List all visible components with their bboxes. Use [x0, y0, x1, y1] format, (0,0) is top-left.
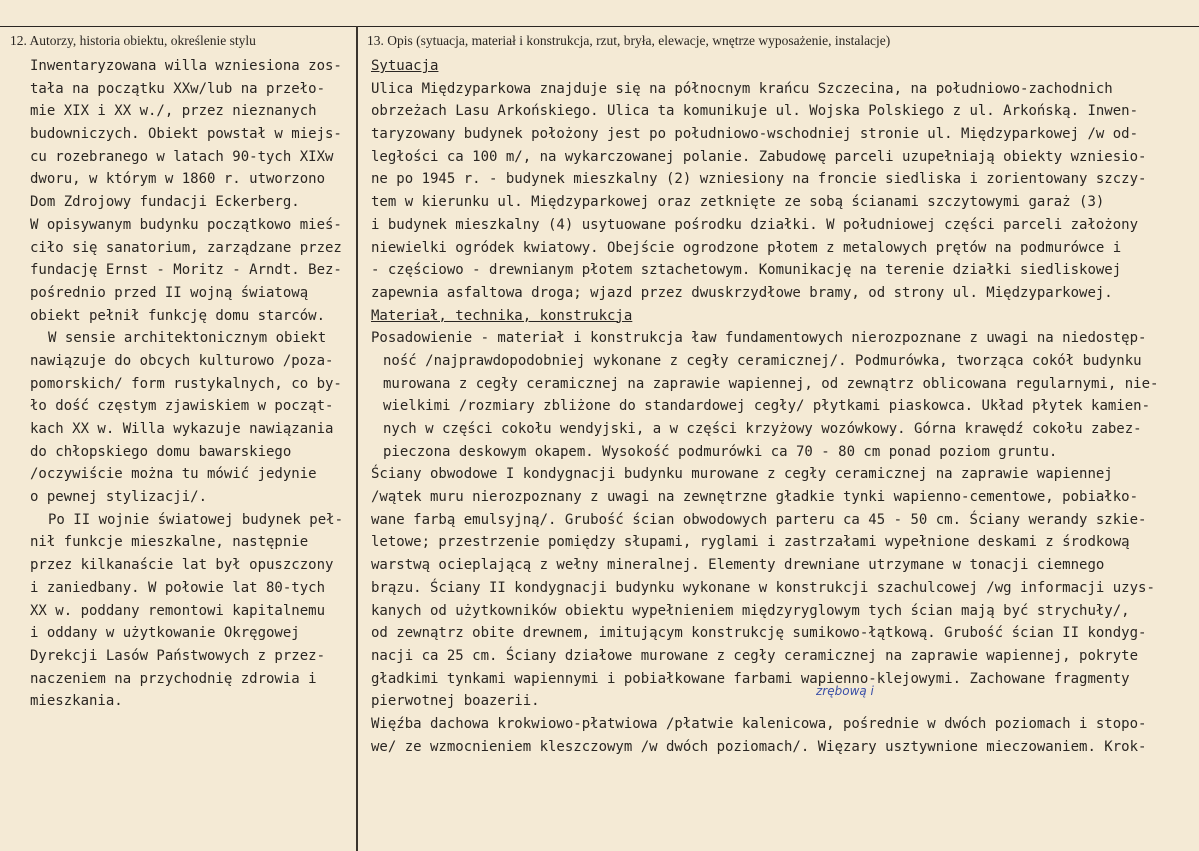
text-line: Ściany obwodowe I kondygnacji budynku murowane z cegły ceramicznej na zaprawie wapiennej	[371, 466, 1113, 483]
text-line: Dom Zdrojowy fundacji Eckerberg.	[30, 194, 300, 211]
text-line: o pewnej stylizacji/.	[30, 489, 208, 506]
text-line: Więźba dachowa krokwiowo-płatwiowa /płatwie kalenicowa, pośrednie w dwóch poziomach i stopo-	[371, 715, 1147, 732]
section-13-header: 13. Opis (sytuacja, materiał i konstrukcja, rzut, bryła, elewacje, wnętrze wyposażenie, instalacje)	[367, 33, 891, 48]
text-line: obiekt pełnił funkcję domu starców.	[30, 307, 326, 324]
text-line: Dyrekcji Lasów Państwowych z przez-	[30, 647, 326, 664]
text-line: i oddany w użytkowanie Okręgowej	[30, 625, 300, 642]
text-line: XX w. poddany remontowi kapitalnemu	[30, 602, 326, 619]
text-line: przez kilkanaście lat był opuszczony	[30, 557, 334, 574]
text-line: tem w kierunku ul. Międzyparkowej oraz zetknięte ze sobą ścianami szczytowymi garaż (3)	[371, 194, 1105, 211]
text-line: dworu, w którym w 1860 r. utworzono	[30, 171, 326, 188]
text-line: nacji ca 25 cm. Ściany działowe murowane z cegły ceramicznej na zaprawie wapiennej, pokryte	[371, 647, 1139, 664]
history-text	[30, 55, 352, 713]
text-line: murowana z cegły ceramicznej na zaprawie wapiennej, od zewnątrz oblicowana regularnymi, nie-	[383, 375, 1159, 392]
text-line: /oczywiście można tu mówić jedynie	[30, 466, 317, 483]
text-line: warstwą ocieplającą z wełny mineralnej. Elementy drewniane utrzymane w tonacji ciemnego	[371, 557, 1105, 574]
text-line: gładkimi tynkami wapiennymi i pobiałkowane farbami wapienno-klejowymi. Zachowane fragmenty	[371, 670, 1130, 687]
text-line: nawiązuje do obcych kulturowo /poza-	[30, 352, 334, 369]
text-line: W sensie architektonicznym obiekt	[48, 330, 327, 347]
text-line: pośrednio przed II wojną światową	[30, 284, 309, 301]
text-line: nych w części cokołu wendyjski, a w części krzyżowy wozówkowy. Górna krawędź cokołu zabez-	[383, 421, 1142, 437]
text-line: ne po 1945 r. - budynek mieszkalny (2) wzniesiony na froncie siedliska i zorientowany szczy-	[371, 171, 1147, 188]
subheading-situation: Sytuacja	[371, 58, 439, 74]
text-line: i budynek mieszkalny (4) usytuowane pośrodku działki. W południowej części parceli założony	[371, 216, 1139, 233]
text-line: naczeniem na przychodnię zdrowia i	[30, 670, 317, 687]
text-line: /wątek muru nierozpoznany z uwagi na zewnętrzne gładkie tynki wapienno-cementowe, pobiałko-	[371, 489, 1139, 506]
text-line: wielkimi /rozmiary zbliżone do standardowej cegły/ płytkami piaskowca. Układ płytek kamien-	[383, 398, 1151, 415]
text-line: ność /najprawdopodobniej wykonane z cegły ceramicznej/. Podmurówka, tworząca cokół budynku	[383, 352, 1142, 369]
text-line: pieczona deskowym okapem. Wysokość podmurówki ca 70 - 80 cm ponad poziom gruntu.	[383, 443, 1058, 460]
text-line: i zaniedbany. W połowie lat 80-tych	[30, 579, 326, 596]
top-rule	[0, 26, 1199, 27]
text-line: W opisywanym budynku początkowo mieś-	[30, 216, 342, 233]
text-line: kach XX w. Willa wykazuje nawiązania	[30, 421, 334, 437]
text-line: Posadowienie - materiał i konstrukcja ław fundamentowych nierozpoznane z uwagi na niedostęp-	[371, 330, 1147, 347]
text-line: Po II wojnie światowej budynek peł-	[48, 511, 344, 528]
section-12-header: 12. Autorzy, historia obiektu, określenie stylu	[10, 33, 256, 48]
text-line: mie XIX i XX w./, przez nieznanych	[30, 103, 317, 120]
text-line: Ulica Międzyparkowa znajduje się na północnym krańcu Szczecina, na południowo-zachodnich	[371, 80, 1113, 97]
text-line: od zewnątrz obite drewnem, imitującym konstrukcję sumikowo-łątkową. Grubość ścian II kondyg-	[371, 625, 1147, 642]
text-line: kanych od użytkowników obiektu wypełnieniem międzyryglowym tych ścian mają być strychuły/,	[371, 602, 1130, 619]
text-line: fundację Ernst - Moritz - Arndt. Bez-	[30, 262, 342, 279]
text-line: nił funkcje mieszkalne, następnie	[30, 534, 309, 551]
text-line: cu rozebranego w latach 90-tych XIXw	[30, 148, 334, 165]
text-line: brązu. Ściany II kondygnacji budynku wykonane w konstrukcji szachulcowej /wg informacji uzys-	[371, 579, 1155, 596]
text-line: - częściowo - drewnianym płotem sztachetowym. Komunikację na terenie działki siedliskowej	[371, 262, 1122, 279]
text-line: ległości ca 100 m/, na wykarczowanej polanie. Zabudowę parceli uzupełniają obiekty wzniesio-	[371, 148, 1147, 165]
text-line: do chłopskiego domu bawarskiego	[30, 443, 292, 460]
text-line: wane farbą emulsyjną/. Grubość ścian obwodowych parteru ca 45 - 50 cm. Ściany werandy szkie-	[371, 511, 1147, 528]
text-line: budowniczych. Obiekt powstał w miejs-	[30, 126, 342, 143]
text-line: tała na początku XXw/lub na przeło-	[30, 80, 326, 97]
handwritten-annotation: zrębową i	[816, 684, 874, 698]
text-line: taryzowany budynek położony jest po południowo-wschodniej stronie ul. Międzyparkowej /w od-	[371, 126, 1139, 143]
text-line: we/ ze wzmocnieniem kleszczowym /w dwóch poziomach/. Więzary usztywnione mieczowaniem. Krok-	[371, 738, 1147, 755]
text-line: zapewnia asfaltowa droga; wjazd przez dwuskrzydłowe bramy, od strony ul. Międzyparkowej.	[371, 284, 1113, 301]
text-line: niewielki ogródek kwiatowy. Obejście ogrodzone płotem z metalowych prętów na podmurówce i	[371, 239, 1122, 256]
description-text	[371, 55, 1191, 758]
text-line: Inwentaryzowana willa wzniesiona zos-	[30, 58, 342, 74]
text-line: ło dość częstym zjawiskiem w począt-	[30, 398, 334, 415]
text-line: mieszkania.	[30, 693, 123, 710]
text-line: ciło się sanatorium, zarządzane przez	[30, 239, 342, 256]
column-divider	[356, 26, 358, 851]
subheading-material: Materiał, technika, konstrukcja	[371, 307, 633, 324]
text-line: pierwotnej boazerii.	[371, 693, 540, 710]
text-line: pomorskich/ form rustykalnych, co by-	[30, 375, 342, 392]
text-line: letowe; przestrzenie pomiędzy słupami, ryglami i zastrzałami wypełnione deskami z środkową	[371, 534, 1130, 551]
text-line: obrzeżach Lasu Arkońskiego. Ulica ta komunikuje ul. Wojska Polskiego z ul. Arkońską. Inwen-	[371, 103, 1139, 120]
